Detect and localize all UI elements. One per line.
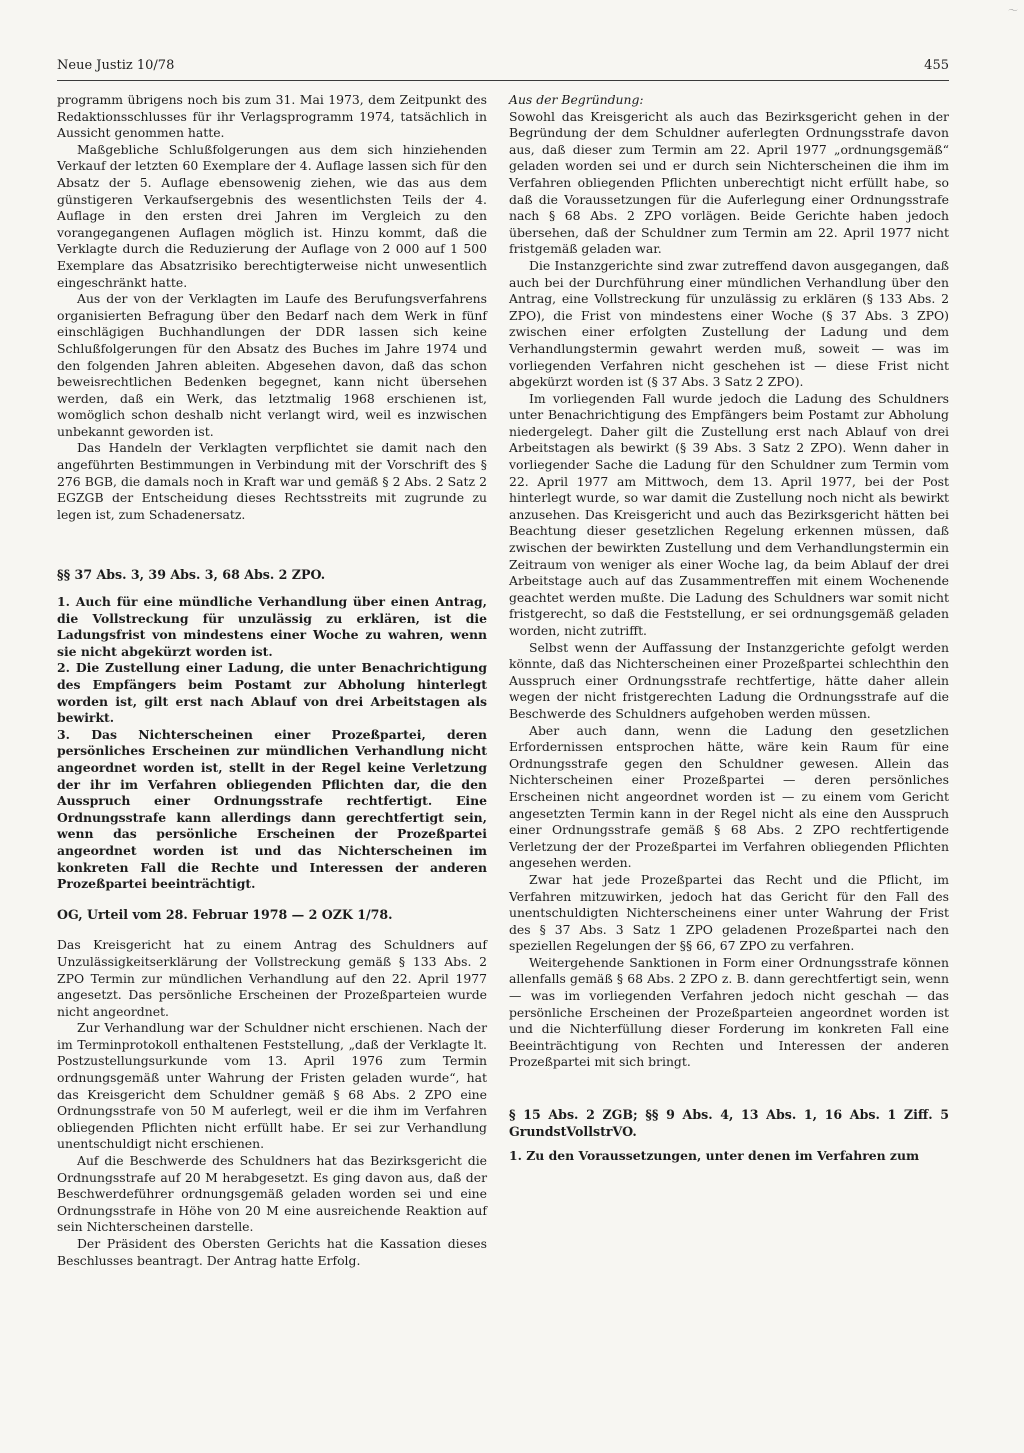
- journal-issue: Neue Justiz 10/78: [57, 58, 175, 73]
- court-citation: OG, Urteil vom 28. Februar 1978 — 2 OZK 1/78.: [57, 906, 393, 922]
- headnote-2: 2. Die Zustellung einer Ladung, die unter Benachrichtigung des Empfängers beim Postamt zur Abholung hinterlegt worden ist, gilt erst nach Ablauf von drei Arbeitstagen als bewirkt.: [57, 660, 487, 726]
- headnote-1: 1. Auch für eine mündliche Verhandlung über einen Antrag, die Vollstreckung für unzulässig zu erklären, ist die Ladungsfrist von mindestens einer Woche zu wahren, wenn sie nicht abgekürzt worden ist.: [57, 594, 487, 659]
- section-heading: §§ 37 Abs. 3, 39 Abs. 3, 68 Abs. 2 ZPO.: [57, 567, 326, 583]
- paragraph: Auf die Beschwerde des Schuldners hat das Bezirksgericht die Ordnungsstrafe auf 20 M herabgesetzt. Es ging davon aus, daß der Beschwerdeführer ordnungsgemäß geladen worden sei und eine Ordnungsstrafe in Höhe von 20 M eine ausreichende Reaktion auf sein Nichterscheinen darstelle.: [57, 1153, 487, 1235]
- right-column: [509, 92, 949, 1165]
- section-heading: § 15 Abs. 2 ZGB; §§ 9 Abs. 4, 13 Abs. 1, 16 Abs. 1 Ziff. 5 GrundstVollstrVO.: [509, 1107, 949, 1139]
- paragraph: Aus der von der Verklagten im Laufe des Berufungsverfahrens organisierten Befragung über den Bedarf nach dem Werk in fünf einschlägigen Buchhandlungen der DDR lassen sich keine Schlußfolgerungen für den Absatz des Buches im Jahre 1974 und den folgenden Jahren ableiten. Abgesehen davon, daß das schon beweisrechtlichen Bedenken begegnet, kann nicht übersehen werden, daß ein Werk, das letztmalig 1968 erschienen ist, womöglich schon deshalb nicht verlangt wird, weil es inzwischen unbekannt geworden ist.: [57, 291, 487, 439]
- paragraph: Aber auch dann, wenn die Ladung den gesetzlichen Erfordernissen entsprochen hätte, wäre kein Raum für eine Ordnungsstrafe gegen den Schuldner gewesen. Allein das Nichterscheinen einer Prozeßpartei — deren persönliches Erscheinen nicht angeordnet worden ist — zu einem vom Gericht angesetzten Termin kann in der Regel nicht als eine den Ausspruch einer Ordnungsstrafe gemäß § 68 Abs. 2 ZPO rechtfertigende Verletzung der der Prozeßpartei im Verfahren obliegenden Pflichten angesehen werden.: [509, 722, 949, 871]
- paragraph: programm übrigens noch bis zum 31. Mai 1973, dem Zeitpunkt des Redaktionsschlusses für ihr Verlagsprogramm 1974, tatsächlich in Aussicht genommen hatte.: [57, 92, 487, 141]
- paragraph: Zwar hat jede Prozeßpartei das Recht und die Pflicht, im Verfahren mitzuwirken, jedoch hat das Gericht für den Fall des unentschuldigten Nichterscheinens einer unter Wahrung der Frist des § 37 Abs. 3 Satz 1 ZPO geladenen Prozeßpartei nach den speziellen Regelungen der §§ 66, 67 ZPO zu verfahren.: [509, 871, 949, 954]
- corner-mark-icon: 〜: [1008, 6, 1018, 17]
- paragraph: Das Handeln der Verklagten verpflichtet sie damit nach den angeführten Bestimmungen in Verbindung mit der Vorschrift des § 276 BGB, die damals noch in Kraft war und gemäß § 2 Abs. 2 Satz 2 EGZGB der Entscheidung dieses Rechtsstreits mit zugrunde zu legen ist, zum Schadenersatz.: [57, 440, 487, 522]
- paragraph: Zur Verhandlung war der Schuldner nicht erschienen. Nach der im Terminprotokoll enthaltenen Feststellung, „daß der Verklagte lt. Postzustellungsurkunde vom 13. April 1976 zum Termin ordnungsgemäß unter Wahrung der Fristen geladen wurde“, hat das Kreisgericht dem Schuldner gemäß § 68 Abs. 2 ZPO eine Ordnungsstrafe von 50 M auferlegt, weil er die ihm im Verfahren obliegenden Pflichten nicht erfüllt habe. Er sei zur Verhandlung unentschuldigt nicht erschienen.: [57, 1020, 487, 1152]
- page-number: 455: [924, 58, 949, 73]
- headnote-1: 1. Zu den Voraussetzungen, unter denen im Verfahren zum: [509, 1148, 920, 1164]
- header-rule: [57, 80, 949, 81]
- paragraph: Sowohl das Kreisgericht als auch das Bezirksgericht gehen in der Begründung der dem Schuldner auferlegten Ordnungsstrafe davon aus, daß dieser zum Termin am 22. April 1977 „ordnungsgemäß“ geladen worden sei und er durch sein Nichterscheinen die ihm im Verfahren obliegenden Pflichten unberechtigt nicht erfüllt habe, so daß die Voraussetzungen für die Auferlegung einer Ordnungsstrafe nach § 68 Abs. 2 ZPO vorlägen. Beide Gerichte haben jedoch übersehen, daß der Schuldner zum Termin am 22. April 1977 nicht fristgemäß geladen war.: [509, 108, 949, 257]
- subheading: Aus der Begründung:: [509, 92, 644, 107]
- paragraph: Weitergehende Sanktionen in Form einer Ordnungsstrafe können allenfalls gemäß § 68 Abs. 2 ZPO z. B. dann gerechtfertigt sein, wenn — was im vorliegenden Verfahren jedoch nicht geschah — das persönliche Erscheinen der Prozeßparteien angeordnet worden ist und die Nichterfüllung dieser Forderung im konkreten Fall eine Beeinträchtigung von Rechten und Interessen der anderen Prozeßpartei mit sich bringt.: [509, 954, 949, 1070]
- page-header: [57, 58, 949, 74]
- left-column: [57, 92, 487, 1269]
- paragraph: Die Instanzgerichte sind zwar zutreffend davon ausgegangen, daß auch bei der Durchführung einer mündlichen Verhandlung über den Antrag, eine Vollstreckung für unzulässig zu erklären (§ 133 Abs. 2 ZPO), die Frist von mindestens einer Woche (§ 37 Abs. 3 ZPO) zwischen einer erfolgten Zustellung der Ladung und dem Verhandlungstermin gewahrt werden muß, soweit — was im vorliegenden Verfahren nicht geschehen ist — diese Frist nicht abgekürzt worden ist (§ 37 Abs. 3 Satz 2 ZPO).: [509, 257, 949, 390]
- paragraph: Im vorliegenden Fall wurde jedoch die Ladung des Schuldners unter Benachrichtigung des Empfängers beim Postamt zur Abholung niedergelegt. Daher gilt die Zustellung erst nach Ablauf von drei Arbeitstagen als bewirkt (§ 39 Abs. 3 Satz 2 ZPO). Wenn daher in vorliegender Sache die Ladung für den Schuldner zum Termin vom 22. April 1977 am Mittwoch, dem 13. April 1977, bei der Post hinterlegt wurde, so war damit die Zustellung noch nicht als bewirkt anzusehen. Das Kreisgericht und auch das Bezirksgericht hätten bei Beachtung dieser gesetzlichen Regelung erkennen müssen, daß zwischen der bewirkten Zustellung und dem Verhandlungstermin ein Zeitraum von weniger als einer Woche lag, da beim Ablauf der drei Arbeitstage auch auf das Zusammentreffen mit einem Wochenende geachtet werden mußte. Die Ladung des Schuldners war somit nicht fristgerecht, so daß die Feststellung, er sei ordnungsgemäß geladen worden, nicht zutrifft.: [509, 390, 949, 638]
- headnote-3: 3. Das Nichterscheinen einer Prozeßpartei, deren persönliches Erscheinen zur mündlichen Verhandlung nicht angeordnet worden ist, stellt in der Regel keine Verletzung der ihr im Verfahren obliegenden Pflichten dar, die den Ausspruch einer Ordnungsstrafe rechtfertigt. Eine Ordnungsstrafe kann allerdings dann gerechtfertigt sein, wenn das persönliche Erscheinen der Prozeßpartei angeordnet worden ist und das Nichterscheinen im konkreten Fall die Rechte und Interessen der anderen Prozeßpartei beeinträchtigt.: [57, 726, 487, 892]
- paragraph: Der Präsident des Obersten Gerichts hat die Kassation dieses Beschlusses beantragt. Der Antrag hatte Erfolg.: [57, 1236, 487, 1268]
- paragraph: Maßgebliche Schlußfolgerungen aus dem sich hinziehenden Verkauf der letzten 60 Exemplare der 4. Auflage lassen sich für den Absatz der 5. Auflage ebensowenig ziehen, wie das aus dem günstigeren Verkaufsergebnis des wesentlichsten Teils der 4. Auflage in den ersten drei Jahren im Vergleich zu den vorangegangenen Auflagen möglich ist. Hinzu kommt, daß die Verklagte durch die Reduzierung der Auflage von 2 000 auf 1 500 Exemplare das Absatzrisiko berechtigterweise nicht unwesentlich eingeschränkt hatte.: [57, 141, 487, 290]
- paragraph: Das Kreisgericht hat zu einem Antrag des Schuldners auf Unzulässigkeitserklärung der Vollstreckung gemäß § 133 Abs. 2 ZPO Termin zur mündlichen Verhandlung auf den 22. April 1977 angesetzt. Das persönliche Erscheinen der Prozeßparteien wurde nicht angeordnet.: [57, 937, 487, 1019]
- paragraph: Selbst wenn der Auffassung der Instanzgerichte gefolgt werden könnte, daß das Nichterscheinen einer Prozeßpartei schlechthin den Ausspruch einer Ordnungsstrafe rechtfertige, hätte daher allein wegen der nicht fristgerechten Ladung die Ordnungsstrafe auf die Beschwerde des Schuldners aufgehoben werden müssen.: [509, 639, 949, 721]
